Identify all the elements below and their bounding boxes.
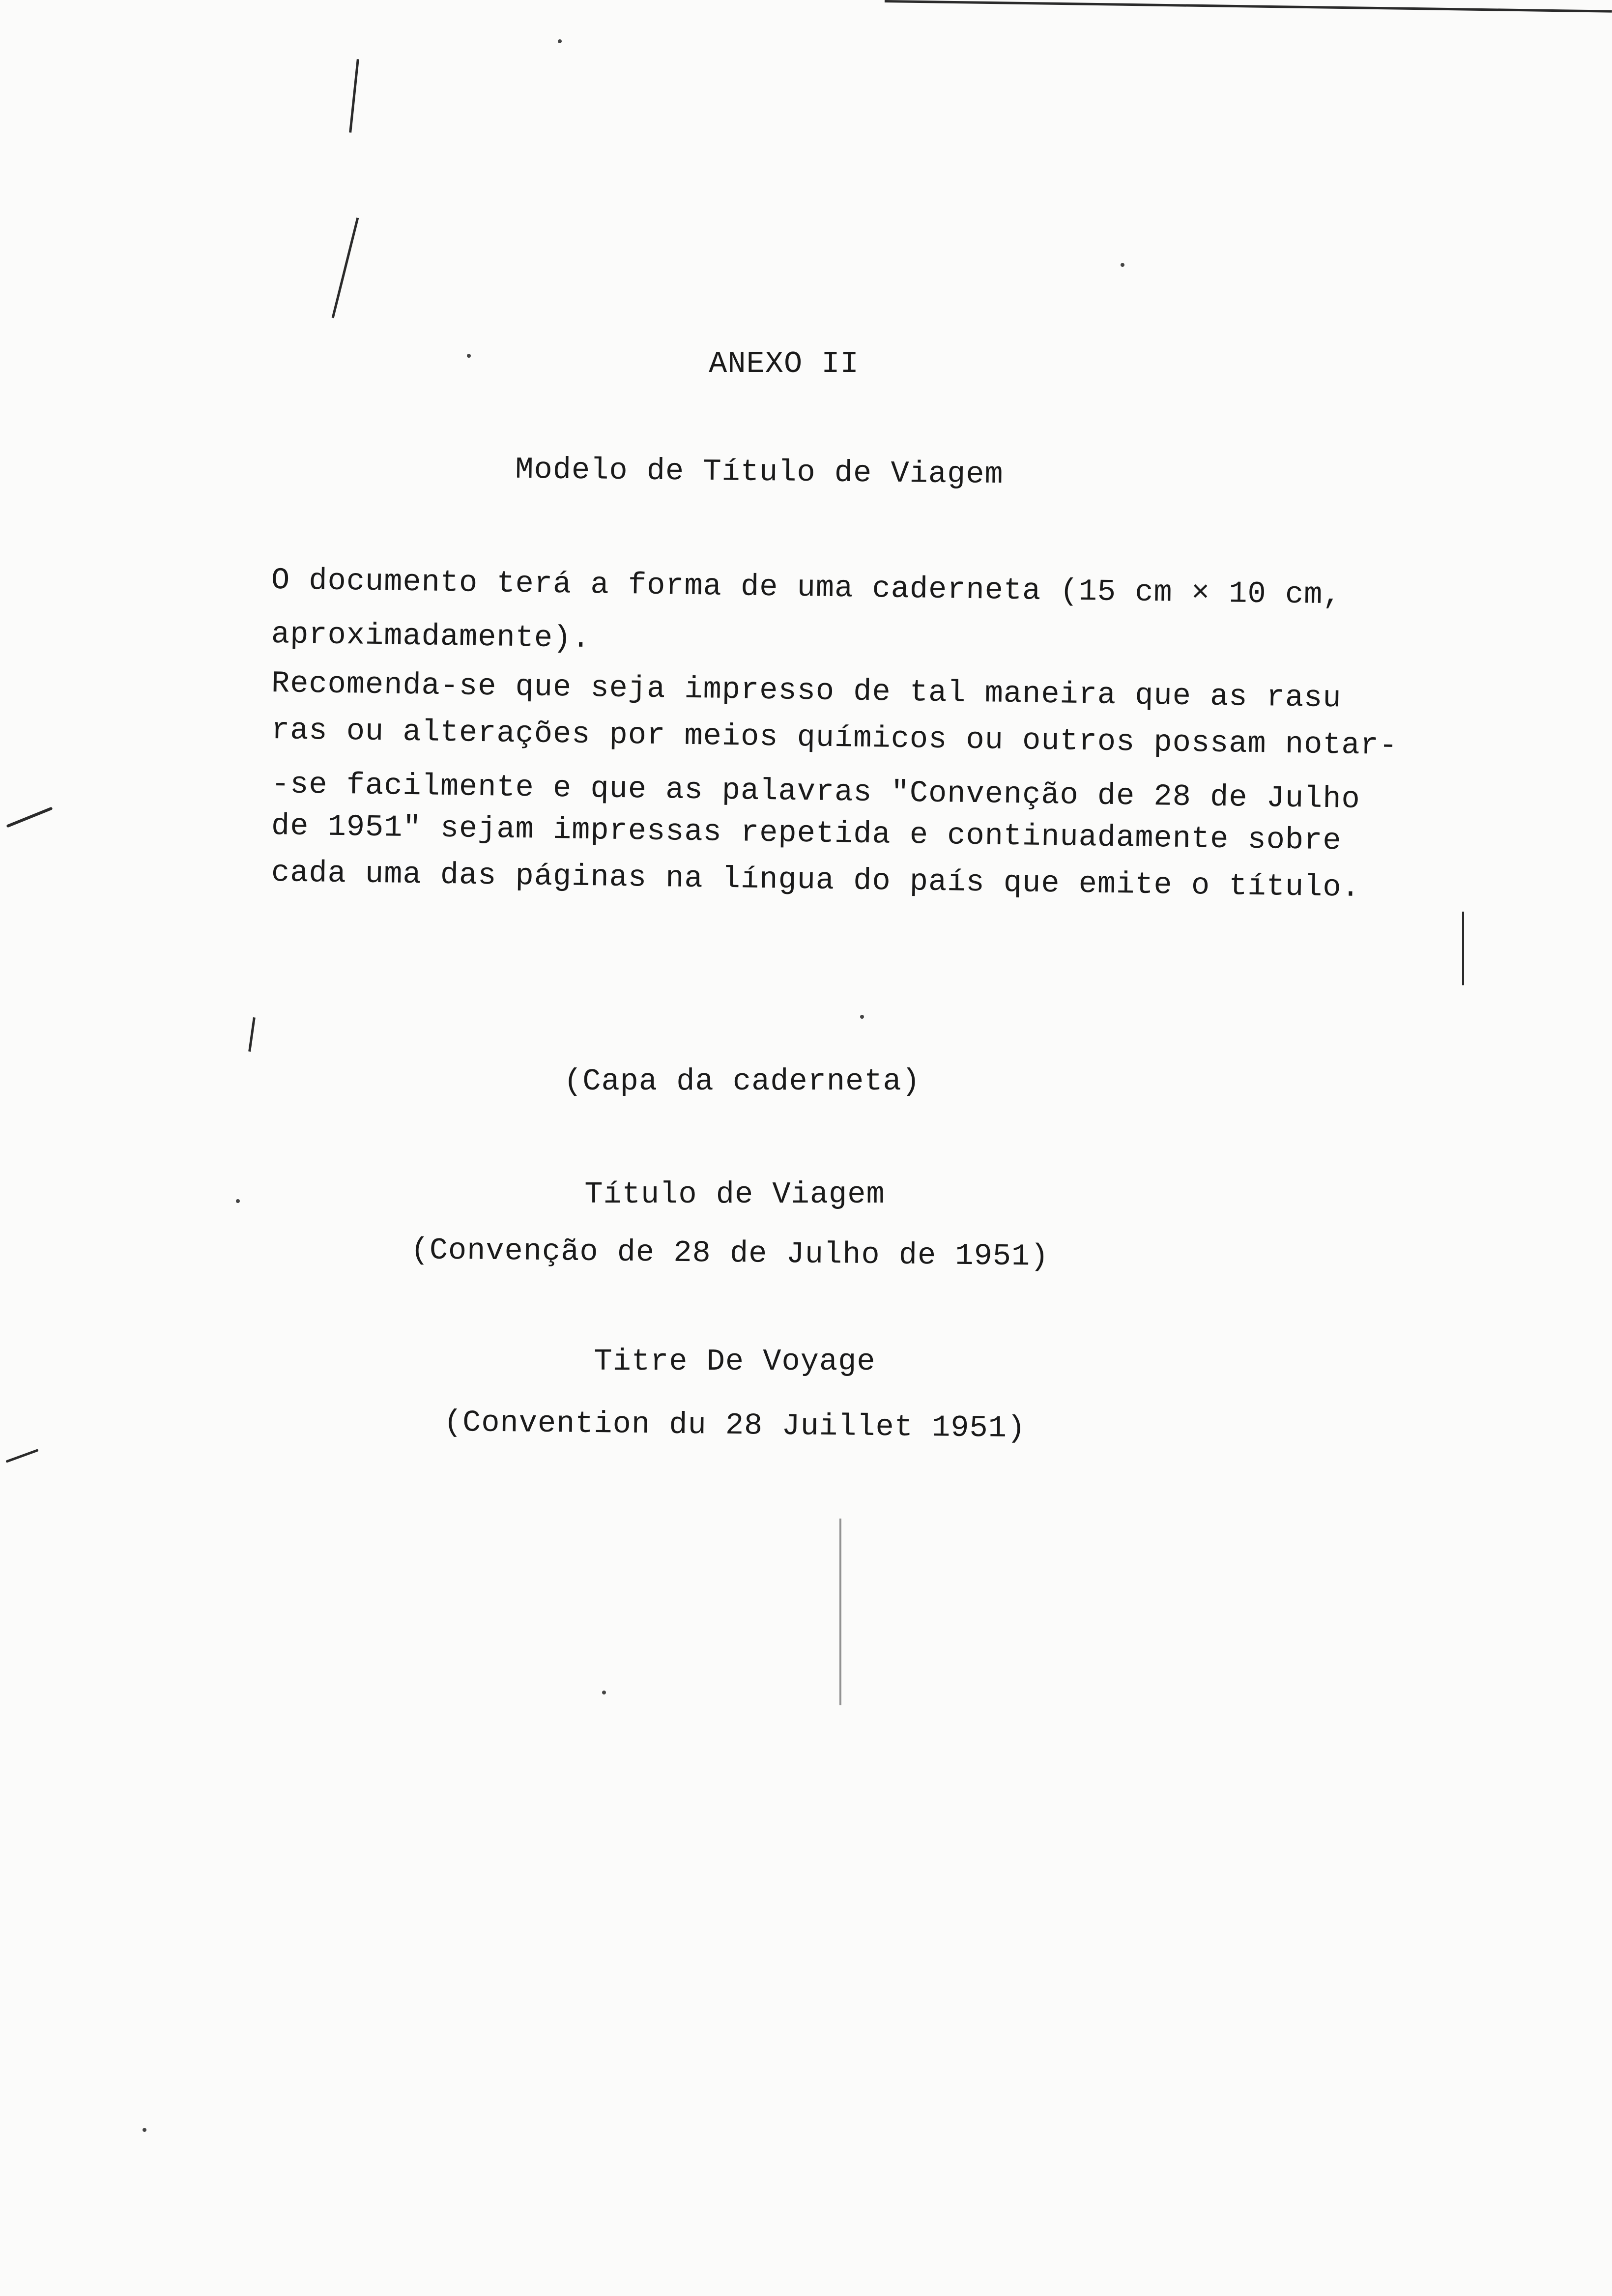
cover-title-pt: Título de Viagem bbox=[584, 1177, 885, 1212]
cover-label: (Capa da caderneta) bbox=[564, 1064, 921, 1099]
speck bbox=[602, 1691, 606, 1694]
scan-mark-center bbox=[839, 1519, 841, 1705]
paragraph-line: aproximadamente). bbox=[271, 617, 591, 657]
speck bbox=[860, 1015, 864, 1019]
speck bbox=[558, 39, 562, 43]
annex-title: ANEXO II bbox=[709, 346, 859, 381]
binding-mark-1 bbox=[6, 806, 53, 828]
speck bbox=[1121, 263, 1124, 267]
paragraph-line: Recomenda-se que seja impresso de tal maneira que as rasu bbox=[271, 666, 1342, 716]
paragraph-line: -se facilmente e que as palavras "Convenção de 28 de Julho bbox=[271, 767, 1361, 817]
cover-subtitle-pt: (Convenção de 28 de Julho de 1951) bbox=[410, 1233, 1049, 1274]
scan-mark-left bbox=[332, 218, 359, 318]
paragraph-line: O documento terá a forma de uma caderneta (15 cm × 10 cm, bbox=[271, 563, 1342, 613]
binding-mark-2 bbox=[5, 1449, 38, 1463]
scan-mark-mid bbox=[248, 1017, 256, 1052]
speck bbox=[467, 354, 471, 358]
paragraph-line: cada uma das páginas na língua do país que emite o título. bbox=[271, 855, 1361, 905]
scan-mark-right bbox=[1462, 912, 1464, 985]
cover-subtitle-fr: (Convention du 28 Juillet 1951) bbox=[443, 1405, 1026, 1446]
cover-title-fr: Titre De Voyage bbox=[594, 1344, 876, 1379]
paragraph-line: ras ou alterações por meios químicos ou outros possam notar- bbox=[271, 713, 1398, 764]
scan-mark-top bbox=[349, 59, 359, 133]
document-heading: Modelo de Título de Viagem bbox=[515, 452, 1004, 492]
speck bbox=[143, 2128, 146, 2132]
speck bbox=[236, 1199, 240, 1203]
paragraph-line: de 1951" sejam impressas repetida e continuadamente sobre bbox=[271, 808, 1342, 859]
scan-edge-line bbox=[885, 0, 1612, 13]
